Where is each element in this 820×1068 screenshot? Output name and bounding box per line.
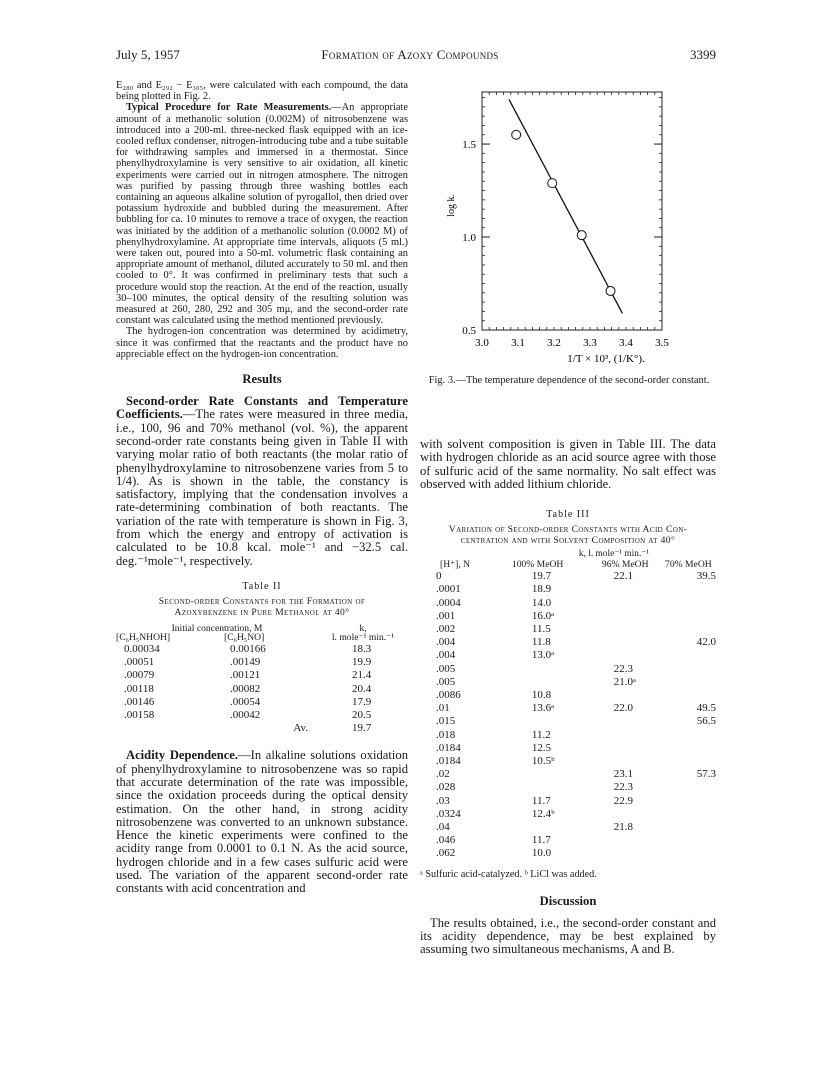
y-tick-label: 1.5 bbox=[462, 139, 476, 152]
table-cell bbox=[661, 610, 716, 623]
running-title: Formation of Azoxy Compounds bbox=[321, 47, 499, 62]
table-cell bbox=[590, 847, 661, 860]
table-cell bbox=[512, 781, 590, 794]
table-cell bbox=[661, 676, 716, 689]
table-cell: .00121 bbox=[230, 669, 261, 682]
table-cell: .015 bbox=[436, 715, 456, 728]
table-cell: .00082 bbox=[230, 682, 261, 695]
table-cell: .004 bbox=[436, 649, 456, 662]
table-row bbox=[116, 656, 408, 669]
table-iii-subtitle bbox=[420, 524, 716, 546]
table-row bbox=[116, 696, 408, 709]
table-cell: .046 bbox=[436, 834, 456, 847]
table-row bbox=[420, 597, 716, 610]
table-row bbox=[116, 643, 408, 656]
x-tick-label: 3.0 bbox=[475, 337, 489, 349]
table-cell bbox=[661, 834, 716, 847]
acidity-paragraph bbox=[116, 749, 408, 895]
table-cell bbox=[661, 597, 716, 610]
x-axis-label: 1/T × 10³, (1/K°). bbox=[567, 353, 645, 365]
table-cell bbox=[590, 623, 661, 636]
table-cell: 22.1 bbox=[613, 570, 633, 583]
table-cell bbox=[512, 676, 590, 689]
table-row bbox=[420, 583, 716, 596]
table-row bbox=[420, 781, 716, 794]
procedure-paragraph bbox=[116, 102, 408, 326]
x-tick-label: 3.5 bbox=[655, 337, 669, 349]
table-cell: .04 bbox=[436, 821, 450, 834]
plot-frame bbox=[482, 92, 662, 330]
table-iii-caption: Table III bbox=[546, 509, 590, 521]
table-cell bbox=[590, 610, 661, 623]
x-tick-label: 3.3 bbox=[583, 337, 597, 349]
table-ii-avg-label: Av. bbox=[293, 722, 308, 735]
table-iii-grid bbox=[420, 550, 716, 860]
x-tick-label: 3.1 bbox=[511, 337, 525, 349]
table-cell: 13.6ᵃ bbox=[531, 702, 555, 715]
table-cell: .0004 bbox=[436, 596, 461, 609]
right-column bbox=[420, 438, 716, 957]
table-row bbox=[420, 623, 716, 636]
table-cell bbox=[590, 583, 661, 596]
table-ii-caption: Table II bbox=[242, 580, 282, 592]
table-cell: .00051 bbox=[124, 656, 155, 669]
table-cell: .0184 bbox=[436, 741, 461, 754]
table-cell bbox=[590, 755, 661, 768]
table-iii-col1-header: 100% MeOH bbox=[511, 559, 564, 571]
table-ii-subtitle-line2: Azoxybenzene in Pure Methanol at 40° bbox=[174, 606, 350, 618]
table-cell: 12.4ᵇ bbox=[531, 807, 555, 820]
data-point bbox=[512, 130, 521, 139]
table-cell: 21.4 bbox=[352, 669, 372, 682]
data-point bbox=[548, 179, 557, 188]
table-cell bbox=[661, 847, 716, 860]
table-cell: 18.3 bbox=[352, 642, 372, 655]
table-cell bbox=[661, 755, 716, 768]
table-ii bbox=[116, 581, 408, 735]
table-cell: .0324 bbox=[436, 807, 461, 820]
table-cell bbox=[590, 742, 661, 755]
table-cell: 12.5 bbox=[531, 741, 552, 754]
figure-3-caption: Fig. 3.—The temperature dependence of the second-order constant. bbox=[428, 375, 710, 386]
y-axis-label: log k. bbox=[446, 194, 457, 217]
table-cell: 20.4 bbox=[352, 682, 372, 695]
table-row bbox=[116, 709, 408, 722]
intro-paragraph: E₂₈₀ and E₂₉₂ − E₃₀₅, were calculated with each compound, the data being plotted in Fig. 2. bbox=[116, 80, 408, 103]
table-cell: 22.9 bbox=[613, 794, 633, 807]
table-cell: 10.0 bbox=[531, 847, 552, 860]
table-row bbox=[420, 768, 716, 781]
table-cell bbox=[512, 663, 590, 676]
table-cell: 23.1 bbox=[613, 768, 633, 781]
second-order-text: —The rates were measured in three media, i.e., 100, 96 and 70% methanol (vol. %), the apparent second-order rate constants being given in Table II with varying molar ratio of both reactants (the molar ratio of phenylhydroxylamine to nitrosobenzene varies from 5 to 1/4). As is shown in the table, the constancy is satisfactory, implying that the condensation involves a rate-determining combination of both reactants. The variation of the rate with temperature is shown in Fig. 3, from which the energy and entropy of activation is calculated to be 10.8 kcal. mole⁻¹ and −32.5 cal. deg.⁻¹mole⁻¹, respectively. bbox=[116, 407, 408, 568]
table-cell bbox=[661, 663, 716, 676]
table-ii-subtitle-line1: Second-order Constants for the Formation of bbox=[158, 595, 366, 607]
table-cell: .0184 bbox=[436, 755, 461, 768]
table-cell bbox=[661, 729, 716, 742]
table-cell bbox=[590, 636, 661, 649]
table-cell bbox=[661, 649, 716, 662]
table-ii-body bbox=[116, 643, 408, 722]
table-cell bbox=[661, 821, 716, 834]
data-point bbox=[577, 231, 586, 240]
table-row bbox=[420, 821, 716, 834]
table-cell: 11.7 bbox=[531, 794, 551, 807]
procedure-heading: Typical Procedure for Rate Measurements. bbox=[126, 102, 332, 114]
table-cell: .062 bbox=[436, 847, 456, 860]
table-cell: .00054 bbox=[230, 695, 261, 708]
running-date: July 5, 1957 bbox=[116, 47, 180, 62]
table-iii-group-header: k, l. mole⁻¹ min.⁻¹ bbox=[578, 549, 650, 560]
table-cell: 10.5ᵇ bbox=[531, 755, 555, 768]
table-cell bbox=[512, 821, 590, 834]
table-cell: 10.8 bbox=[531, 689, 552, 702]
table-row bbox=[420, 795, 716, 808]
table-cell: 13.0ᵃ bbox=[531, 649, 555, 662]
table-iii bbox=[420, 509, 716, 879]
table-cell: .00146 bbox=[124, 695, 155, 708]
data-point bbox=[606, 286, 615, 295]
discussion-heading: Discussion bbox=[539, 893, 597, 908]
table-cell bbox=[661, 623, 716, 636]
table-row bbox=[420, 742, 716, 755]
table-row bbox=[116, 669, 408, 682]
table-cell: 42.0 bbox=[696, 636, 716, 649]
table-cell bbox=[512, 768, 590, 781]
table-row bbox=[420, 636, 716, 649]
table-cell: .00118 bbox=[124, 682, 154, 695]
table-iii-subtitle-line2: centration and with Solvent Composition at 40° bbox=[460, 535, 676, 547]
table-cell: .03 bbox=[436, 794, 450, 807]
table-cell: 56.5 bbox=[696, 715, 716, 728]
procedure-text: —An appropriate amount of a methanolic solution (0.002M) of nitrosobenzene was introduced into a 200-ml. three-necked flask equipped with an ice-cooled reflux condenser, nitrogen-introducing tube and a tube suitable for withdrawing samples and immersed in a thermostat. Since phenylhydroxylamine is very sensitive to air oxidation, all kinetic experiments were carried out in nitrogen atmosphere. The nitrogen was purified by passing through three washing bottles each containing an aqueous alkaline solution of pyrogallol, then dried over potassium hydroxide and bubbled during the measurement. After bubbling for ca. 10 minutes to remove a trace of oxygen, the reaction was initiated by the addition of a methanolic solution (0.0002 M) of phenylhydroxylamine. At appropriate time intervals, aliquots (5 ml.) were taken out, poured into a 50-ml. volumetric flask containing an appropriate amount of methanol, diluted accurately to 50 ml. and then cooled to 0°. It was confirmed in preliminary tests that such a procedure would stop the reaction. At the end of the reaction, usually 30–100 minutes, the optical density of the resulting solution was measured at 260, 280, 292 and 305 mμ, and the second-order rate constant was calculated using the method mentioned previously. bbox=[116, 102, 409, 327]
table-cell: 19.9 bbox=[352, 656, 372, 669]
table-row bbox=[420, 755, 716, 768]
acidity-text: —In alkaline solutions oxidation of phenylhydroxylamine to nitrosobenzene was so rapid that accurate determination of the rate was impossible, since the oxidation proceeds during the optical density estimation. On the other hand, in strong acidity nitrosobenzene was converted to an unknown substance. Hence the kinetic experiments were confined to the acidity range from 0.0001 to 0.1 N. As the acid source, hydrogen chloride and in a few cases sulfuric acid were used. The variation of the apparent second-order rate constants with acid concentration and bbox=[116, 748, 408, 896]
table-row bbox=[420, 834, 716, 847]
table-row bbox=[420, 847, 716, 860]
table-cell: 22.0 bbox=[613, 702, 633, 715]
table-cell: 16.0ᵃ bbox=[531, 609, 555, 622]
table-row bbox=[420, 676, 716, 689]
table-cell bbox=[661, 583, 716, 596]
second-order-paragraph bbox=[116, 395, 408, 568]
table-iii-body bbox=[420, 570, 716, 860]
table-cell: .00158 bbox=[124, 708, 155, 721]
hydrogen-paragraph: The hydrogen-ion concentration was determined by acidimetry, since it was confirmed that the reactants and the product have no appreciable effect on the hydrogen-ion concentration. bbox=[116, 326, 408, 360]
table-cell: .00042 bbox=[230, 708, 261, 721]
table-cell: .005 bbox=[436, 662, 456, 675]
table-cell: .02 bbox=[436, 768, 450, 781]
table-cell: .0086 bbox=[436, 689, 461, 702]
table-cell: 0.00166 bbox=[230, 642, 266, 655]
table-cell: 18.9 bbox=[531, 583, 552, 596]
table-cell: 39.5 bbox=[696, 570, 716, 583]
table-cell: .00079 bbox=[124, 669, 155, 682]
table-ii-col1-header: [C₆H₅NHOH] bbox=[116, 631, 171, 643]
figure-3-chart bbox=[420, 82, 720, 372]
table-cell: .018 bbox=[436, 728, 456, 741]
table-cell bbox=[661, 781, 716, 794]
table-iii-col0-header: [H⁺], N bbox=[440, 559, 471, 571]
table-cell: .00149 bbox=[230, 656, 261, 669]
table-cell: .001 bbox=[436, 609, 456, 622]
table-ii-col2-header: [C₆H₅NO] bbox=[224, 631, 265, 643]
table-cell: 21.0ᵃ bbox=[613, 675, 636, 688]
page-number: 3399 bbox=[690, 47, 716, 62]
table-cell: 19.7 bbox=[531, 570, 552, 583]
table-cell: 11.2 bbox=[531, 728, 551, 741]
table-ii-avg-value: 19.7 bbox=[352, 722, 372, 735]
table-ii-subtitle bbox=[116, 596, 408, 618]
table-iii-subtitle-line1: Variation of Second-order Constants with Acid Con- bbox=[448, 524, 688, 536]
table-cell: 22.3 bbox=[613, 781, 633, 794]
table-cell: .01 bbox=[436, 702, 450, 715]
table-row bbox=[420, 808, 716, 821]
table-cell: 20.5 bbox=[352, 708, 372, 721]
table-cell: 49.5 bbox=[696, 702, 716, 715]
fit-line bbox=[509, 99, 622, 313]
table-cell bbox=[590, 715, 661, 728]
table-cell: .005 bbox=[436, 675, 456, 688]
table-row bbox=[420, 663, 716, 676]
x-tick-label: 3.2 bbox=[547, 337, 561, 349]
table-cell bbox=[661, 742, 716, 755]
table-cell: 17.9 bbox=[352, 695, 372, 708]
table-cell bbox=[590, 808, 661, 821]
table-row bbox=[420, 689, 716, 702]
left-column bbox=[116, 80, 408, 896]
table-cell bbox=[590, 649, 661, 662]
table-cell: 57.3 bbox=[696, 768, 716, 781]
table-cell: 0 bbox=[436, 570, 442, 583]
table-cell bbox=[661, 795, 716, 808]
table-cell: .028 bbox=[436, 781, 456, 794]
table-cell bbox=[590, 834, 661, 847]
table-cell: 14.0 bbox=[531, 596, 552, 609]
acidity-heading: Acidity Dependence. bbox=[126, 748, 239, 763]
table-cell: 11.8 bbox=[531, 636, 551, 649]
table-cell bbox=[661, 808, 716, 821]
table-cell: .0001 bbox=[436, 583, 461, 596]
y-tick-label: 1.0 bbox=[462, 232, 476, 245]
table-row bbox=[116, 683, 408, 696]
table-cell bbox=[590, 689, 661, 702]
table-row bbox=[420, 702, 716, 715]
table-iii-footnote: ᵃ Sulfuric acid-catalyzed. ᵇ LiCl was added. bbox=[420, 868, 597, 880]
table-row bbox=[420, 610, 716, 623]
second-order-heading: Second-order Rate Constants and Temperature Coefficients. bbox=[116, 394, 408, 422]
table-ii-group-header: Initial concentration, M bbox=[171, 622, 263, 634]
table-cell bbox=[590, 729, 661, 742]
discussion-paragraph: The results obtained, i.e., the second-order constant and its acidity dependence, may be best explained by assuming two simultaneous mechanisms, A and B. bbox=[420, 915, 716, 957]
table-cell bbox=[661, 689, 716, 702]
table-ii-col3-top: k, bbox=[359, 622, 367, 634]
table-row bbox=[420, 649, 716, 662]
table-cell: 21.8 bbox=[613, 821, 633, 834]
table-row bbox=[420, 729, 716, 742]
table-ii-grid bbox=[116, 622, 408, 735]
table-cell: .002 bbox=[436, 623, 456, 635]
right-paragraph: with solvent composition is given in Table III. The data with hydrogen chloride as an acid source agree with those of sulfuric acid of the same normality. No salt effect was observed with added lithium chloride. bbox=[420, 437, 716, 491]
table-iii-col3-header: 70% MeOH bbox=[665, 559, 712, 571]
x-tick-label: 3.4 bbox=[619, 337, 633, 349]
table-cell: .004 bbox=[436, 636, 456, 649]
table-row bbox=[420, 715, 716, 728]
table-cell: 11.5 bbox=[531, 623, 551, 635]
results-heading: Results bbox=[242, 372, 282, 387]
table-cell bbox=[512, 715, 590, 728]
table-iii-col2-header: 96% MeOH bbox=[601, 559, 649, 571]
table-cell: 11.7 bbox=[531, 834, 551, 847]
table-cell bbox=[590, 597, 661, 610]
y-tick-label: 0.5 bbox=[462, 325, 476, 337]
table-ii-col3-header: l. mole⁻¹ min.⁻¹ bbox=[331, 631, 395, 643]
table-row bbox=[420, 570, 716, 583]
table-cell: 0.00034 bbox=[124, 642, 160, 655]
table-cell: 22.3 bbox=[613, 662, 633, 675]
